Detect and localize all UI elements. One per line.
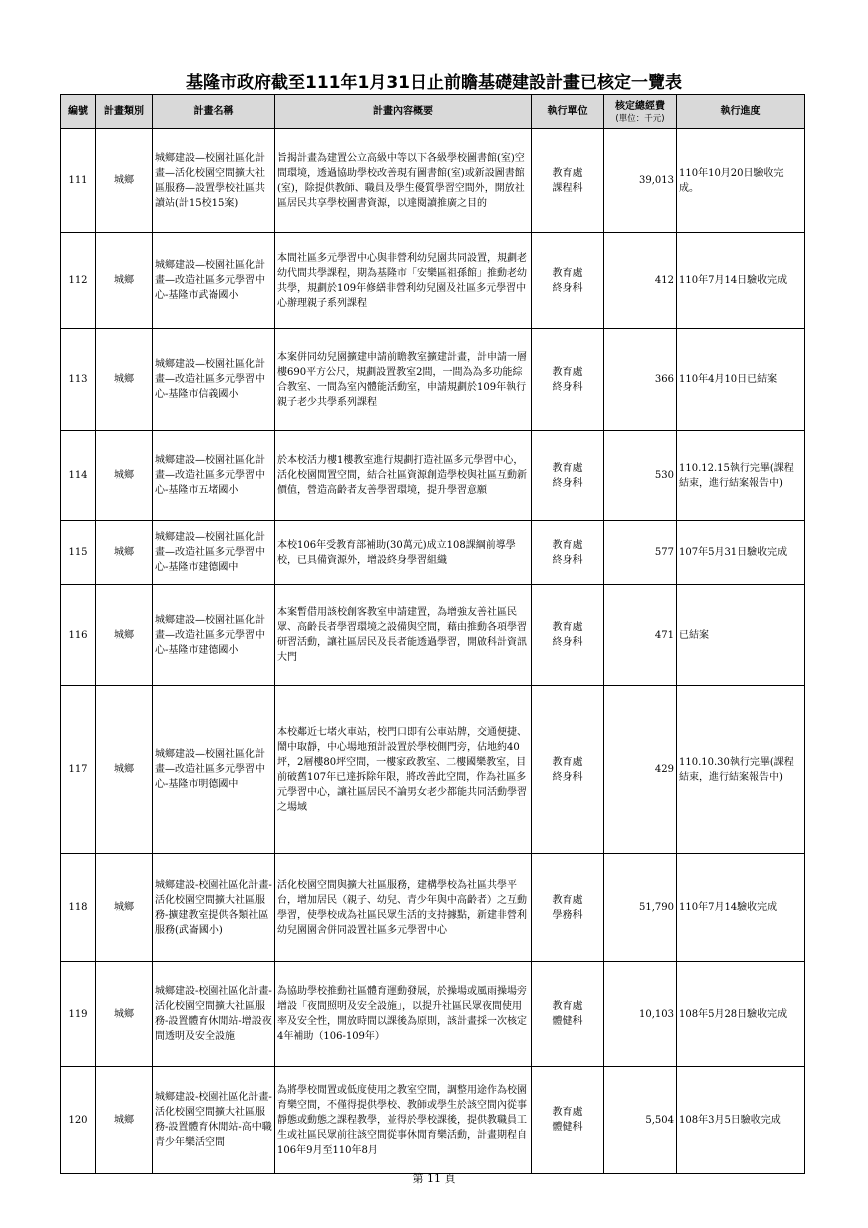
row-budget: 429: [604, 686, 677, 854]
row-project-name: 城鄉建設—校園社區化計畫—改造社區多元學習中心-基隆市建德國小: [153, 585, 275, 686]
row-progress: 110年7月14驗收完成: [677, 854, 805, 962]
row-progress: 110.12.15執行完畢(課程結束，進行結案報告中): [677, 431, 805, 521]
row-exec-unit: 教育處 體健科: [532, 1067, 604, 1174]
row-progress: 110年7月14日驗收完成: [677, 233, 805, 329]
table-row: [61, 1067, 805, 1174]
row-number: 113: [61, 329, 96, 431]
row-budget: 366: [604, 329, 677, 431]
project-table: [60, 94, 805, 1174]
row-project-name: 城鄉建設-校園社區化計畫-活化校園空間擴大社區服務-擴建教室提供各類社區服務(武崙國小): [153, 854, 275, 962]
row-project-name: 城鄉建設-校園社區化計畫-活化校園空間擴大社區服務-設置體育休閒站-增設夜間透明及安全設施: [153, 962, 275, 1067]
row-project-name: 城鄉建設—校園社區化計畫—活化校園空間擴大社區服務—設置學校社區共讀站(計15校15案): [153, 129, 275, 233]
col-header-no: 編號: [61, 95, 96, 129]
row-summary: 為協助學校推動社區體育運動發展，於操場或風雨操場旁增設「夜間照明及安全設施」，以提升社區民眾夜間使用率及安全性，開放時間以課後為原則，該計畫採一次核定4年補助（106-109年）: [275, 962, 532, 1067]
row-progress: 107年5月31日驗收完成: [677, 521, 805, 585]
table-row: [61, 129, 805, 233]
row-progress: 108年3月5日驗收完成: [677, 1067, 805, 1174]
row-project-name: 城鄉建設-校園社區化計畫-活化校園空間擴大社區服務-設置體育休閒站-高中職青少年樂活空間: [153, 1067, 275, 1174]
table-row: [61, 854, 805, 962]
table-row: [61, 329, 805, 431]
row-exec-unit: 教育處 終身科: [532, 521, 604, 585]
row-summary: 旨揭計畫為建置公立高級中等以下各級學校圖書館(室)空間環境，透過協助學校改善現有圖書館(室)或新設圖書館(室)，除提供教師、職員及學生優質學習空間外，開放社區居民共享學校圖書資源，以達閱讀推廣之目的: [275, 129, 532, 233]
row-number: 119: [61, 962, 96, 1067]
row-budget: 39,013: [604, 129, 677, 233]
table-row: [61, 686, 805, 854]
row-summary: 本校106年受教育部補助(30萬元)成立108課綱前導學校，已具備資源外，增設終身學習組織: [275, 521, 532, 585]
row-category: 城鄉: [96, 962, 153, 1067]
row-project-name: 城鄉建設—校園社區化計畫—改造社區多元學習中心-基隆市武崙國小: [153, 233, 275, 329]
col-header-category: 計畫類別: [96, 95, 153, 129]
row-number: 114: [61, 431, 96, 521]
row-exec-unit: 教育處 終身科: [532, 233, 604, 329]
row-budget: 10,103: [604, 962, 677, 1067]
table-row: [61, 962, 805, 1067]
row-progress: 已結案: [677, 585, 805, 686]
page-title: 基隆市政府截至111年1月31日止前瞻基礎建設計畫已核定一覽表: [186, 73, 682, 93]
row-budget: 530: [604, 431, 677, 521]
row-exec-unit: 教育處 體健科: [532, 962, 604, 1067]
row-budget: 51,790: [604, 854, 677, 962]
row-budget: 5,504: [604, 1067, 677, 1174]
row-number: 115: [61, 521, 96, 585]
row-summary: 本案暫借用該校創客教室申請建置，為增強友善社區民眾、高齡長者學習環境之設備與空間，藉由推動各項學習研習活動，讓社區居民及長者能透過學習，開啟科計資訊大門: [275, 585, 532, 686]
row-category: 城鄉: [96, 854, 153, 962]
row-number: 111: [61, 129, 96, 233]
table-row: [61, 431, 805, 521]
table-row: [61, 521, 805, 585]
table-header-row: [61, 95, 805, 129]
row-exec-unit: 教育處 課程科: [532, 129, 604, 233]
row-budget: 471: [604, 585, 677, 686]
row-summary: 活化校園空間與擴大社區服務，建構學校為社區共學平台，增加居民（親子、幼兒、青少年與中高齡者）之互動學習，使學校成為社區民眾生活的支持據點，新建非營利幼兒園園舍併同設置社區多元學習中心: [275, 854, 532, 962]
budget-header-unit: (單位：千元): [615, 113, 665, 124]
row-summary: 於本校活力樓1樓教室進行規劃打造社區多元學習中心，活化校園閒置空間，結合社區資源創造學校與社區互動新價值，營造高齡者友善學習環境，提升學習意願: [275, 431, 532, 521]
row-number: 120: [61, 1067, 96, 1174]
row-number: 117: [61, 686, 96, 854]
row-category: 城鄉: [96, 129, 153, 233]
col-header-summary: 計畫內容概要: [275, 95, 532, 129]
row-project-name: 城鄉建設—校園社區化計畫—改造社區多元學習中心-基隆市五堵國小: [153, 431, 275, 521]
row-summary: 本校鄰近七堵火車站，校門口即有公車站牌，交通便捷、鬧中取靜，中心場地預計設置於學校側門旁，佔地約40坪，2層樓80坪空間，一樓家政教室、二樓國樂教室，目前破舊107年已達拆除年限，將改善此空間，作為社區多元學習中心，讓社區居民不論男女老少都能共同活動學習之場域: [275, 686, 532, 854]
col-header-budget: [604, 95, 677, 129]
col-header-progress: 執行進度: [677, 95, 805, 129]
row-category: 城鄉: [96, 233, 153, 329]
row-exec-unit: 教育處 學務科: [532, 854, 604, 962]
row-project-name: 城鄉建設—校園社區化計畫—改造社區多元學習中心-基隆市建德國中: [153, 521, 275, 585]
row-exec-unit: 教育處 終身科: [532, 431, 604, 521]
col-header-name: 計畫名稱: [153, 95, 275, 129]
row-progress: 110年10月20日驗收完成。: [677, 129, 805, 233]
table-row: [61, 233, 805, 329]
row-category: 城鄉: [96, 521, 153, 585]
row-progress: 110年4月10日已結案: [677, 329, 805, 431]
row-exec-unit: 教育處 終身科: [532, 686, 604, 854]
row-category: 城鄉: [96, 585, 153, 686]
row-project-name: 城鄉建設—校園社區化計畫—改造社區多元學習中心-基隆市明德國中: [153, 686, 275, 854]
row-category: 城鄉: [96, 1067, 153, 1174]
col-header-unit: 執行單位: [532, 95, 604, 129]
row-exec-unit: 教育處 終身科: [532, 329, 604, 431]
row-progress: 110.10.30執行完畢(課程結束，進行結案報告中): [677, 686, 805, 854]
row-number: 118: [61, 854, 96, 962]
page-number: 第 11 頁: [412, 1172, 456, 1185]
row-progress: 108年5月28日驗收完成: [677, 962, 805, 1067]
row-exec-unit: 教育處 終身科: [532, 585, 604, 686]
row-project-name: 城鄉建設—校園社區化計畫—改造社區多元學習中心-基隆市信義國小: [153, 329, 275, 431]
row-budget: 412: [604, 233, 677, 329]
table-row: [61, 585, 805, 686]
budget-header-label: 核定總經費: [615, 100, 665, 112]
row-summary: 為將學校閒置或低度使用之教室空間，調整用途作為校園育樂空間，不僅得提供學校、教師或學生於該空間內從事靜態或動態之課程教學，並得於學校課後，提供教職員工生或社區民眾前往該空間從事休閒育樂活動，計畫期程自106年9月至110年8月: [275, 1067, 532, 1174]
row-category: 城鄉: [96, 431, 153, 521]
row-summary: 本案併同幼兒園擴建申請前瞻教室擴建計畫，計申請一層樓690平方公尺，規劃設置教室2間，一間為為多功能綜合教室、一間為室內體能活動室，申請規劃於109年執行親子老少共學系列課程: [275, 329, 532, 431]
row-category: 城鄉: [96, 329, 153, 431]
row-budget: 577: [604, 521, 677, 585]
row-summary: 本間社區多元學習中心與非營利幼兒園共同設置，規劃老幼代間共學課程，期為基隆市「安樂區祖孫館」推動老幼共學，規劃於109年修繕非營利幼兒園及社區多元學習中心辦理親子系列課程: [275, 233, 532, 329]
row-number: 116: [61, 585, 96, 686]
row-category: 城鄉: [96, 686, 153, 854]
row-number: 112: [61, 233, 96, 329]
